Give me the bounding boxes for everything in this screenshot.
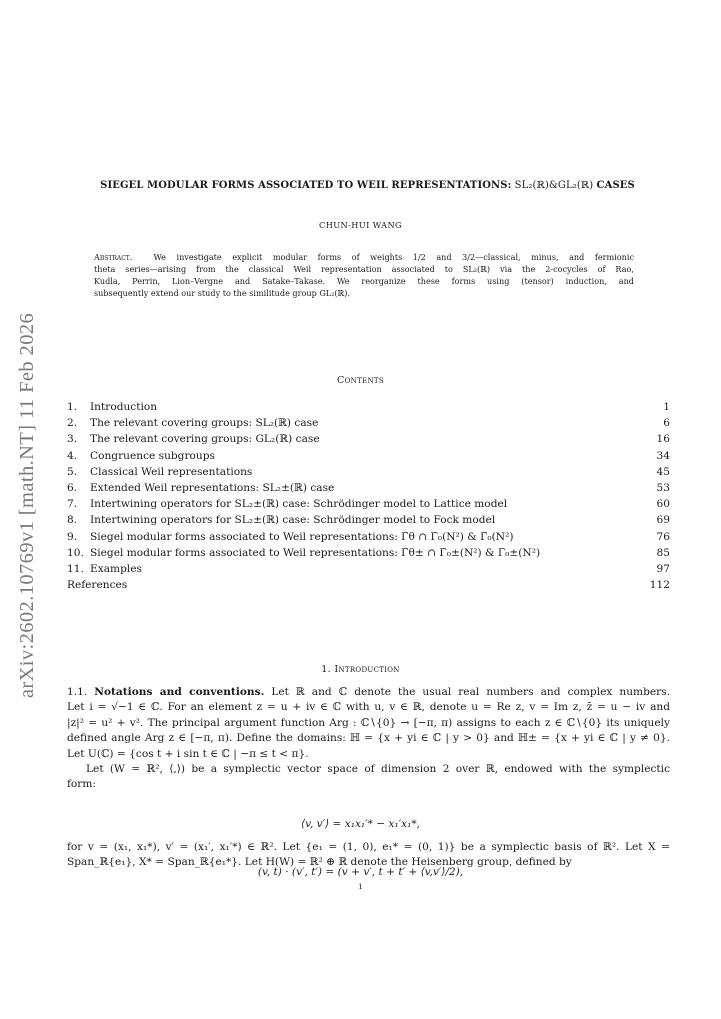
paragraph-line: for v = (x₁, x₁*), v′ = (x₁′, x₁′*) ∈ ℝ². Let {e₁ = (1, 0), e₁* = (0, 1)} be a symplectic basis of ℝ². Let X =: [67, 841, 670, 853]
paragraph-line: Let U(ℂ) = {cos t + i sin t ∈ ℂ | −π ≤ t < π}.: [67, 747, 309, 760]
abstract: [94, 251, 634, 299]
equation-symplectic-form: ⟨v, v′⟩ = x₁x₁′* − x₁′x₁*,: [301, 818, 420, 830]
toc-entry[interactable]: [67, 529, 670, 545]
toc-entry-page: 16: [656, 433, 670, 446]
toc-entry-page: 69: [656, 514, 670, 527]
toc-entry-number: 3.: [67, 433, 78, 446]
toc-entry-number: 4.: [67, 449, 78, 462]
paragraph-line: 1.1. Notations and conventions. Let ℝ and ℂ denote the usual real numbers and complex numbers.: [67, 686, 670, 698]
toc-entry-page: 53: [656, 481, 670, 494]
toc-entry[interactable]: [67, 399, 670, 415]
toc-entry[interactable]: [67, 545, 670, 561]
arxiv-identifier: arXiv:2602.10769v1 [math.NT] 11 Feb 2026: [16, 312, 39, 698]
title-part-plain: SL₂(ℝ)&GL₂(ℝ): [511, 180, 597, 191]
toc-entry-title: Siegel modular forms associated to Weil representations: Γ̄θ± ∩ Γ̄₀±(N²) & Γ̄₀±(N²): [90, 546, 541, 559]
page-number: 1: [358, 882, 363, 891]
toc-entry-title: Siegel modular forms associated to Weil representations: Γ̄θ ∩ Γ̄₀(N²) & Γ̄₀(N²): [90, 530, 514, 543]
toc-entry-page: 76: [656, 530, 670, 543]
toc-entry-number: 10.: [67, 546, 84, 559]
toc-entry[interactable]: [67, 448, 670, 464]
toc-entry[interactable]: [67, 496, 670, 512]
toc-entry-number: 1.: [67, 401, 78, 413]
toc-entry[interactable]: [67, 464, 670, 480]
paragraph-line: Span_ℝ{e₁}, X* = Span_ℝ{e₁*}. Let H(W) = ℝ² ⊕ ℝ denote the Heisenberg group, defined by: [67, 856, 572, 869]
toc-entry[interactable]: [67, 577, 670, 593]
toc-entry-title: Examples: [90, 562, 142, 575]
paragraph-line: form:: [67, 778, 96, 791]
toc-entry-title: Extended Weil representations: SL₂±(ℝ) case: [90, 481, 335, 494]
toc-entry-page: 112: [649, 579, 670, 592]
equation-heisenberg-product: (v, t) · (v′, t′) = (v + v′, t + t′ + ⟨v,v′⟩/2),: [257, 866, 464, 878]
abstract-line: Kudla, Perrin, Lion–Vergne and Satake–Takase. We reorganize these forms using (tensor) induction, and: [94, 276, 634, 287]
toc-entry-page: 1: [663, 401, 670, 413]
contents-heading: Contents: [337, 375, 384, 386]
abstract-line: Abstract. We investigate explicit modular forms of weights 1/2 and 3/2—classical, minus, and fermionic: [94, 252, 634, 262]
toc-entry-title: References: [67, 579, 128, 592]
toc-entry-title: Classical Weil representations: [90, 465, 253, 478]
toc-entry-number: 2.: [67, 417, 78, 430]
toc-entry-title: The relevant covering groups: GL₂(ℝ) case: [90, 433, 320, 446]
title-part-b: CASES: [596, 180, 635, 191]
toc-entry-page: 97: [656, 562, 670, 575]
toc-entry[interactable]: [67, 561, 670, 577]
toc-entry[interactable]: [67, 480, 670, 496]
toc-entry-title: The relevant covering groups: SL₂(ℝ) case: [90, 417, 319, 430]
toc-entry[interactable]: [67, 431, 670, 447]
toc-entry[interactable]: [67, 512, 670, 528]
toc-entry-number: 9.: [67, 530, 78, 543]
toc-entry-page: 60: [656, 498, 670, 511]
toc-entry-title: Congruence subgroups: [90, 449, 215, 462]
paragraph-symplectic: [67, 762, 670, 793]
toc-entry-number: 7.: [67, 498, 78, 511]
toc-entry-number: 11.: [67, 562, 84, 575]
toc-entry-title: Introduction: [90, 401, 158, 413]
toc-entry-number: 6.: [67, 481, 78, 494]
toc-entry-page: 6: [663, 417, 670, 430]
abstract-line: subsequently extend our study to the similitude group GL₂(ℝ).: [94, 288, 351, 299]
section-heading: [0, 664, 721, 675]
section-title: Introduction: [334, 664, 400, 675]
section-number: 1.: [321, 664, 332, 675]
paragraph-line: Let (W = ℝ², ⟨,⟩) be a symplectic vector space of dimension 2 over ℝ, endowed with the symplectic: [86, 763, 671, 775]
subsection-number: 1.1.: [67, 686, 88, 698]
paragraph-notations: [67, 685, 670, 762]
toc-entry-title: Intertwining operators for SL₂±(ℝ) case: Schrödinger model to Lattice model: [90, 498, 508, 511]
toc-entry-number: 5.: [67, 465, 78, 478]
toc-entry-page: 45: [656, 465, 670, 478]
toc-entry[interactable]: [67, 415, 670, 431]
toc-entry-page: 85: [656, 546, 670, 559]
title-part-a: SIEGEL MODULAR FORMS ASSOCIATED TO WEIL REPRESENTATIONS:: [100, 180, 512, 191]
toc-entry-title: Intertwining operators for SL₂±(ℝ) case: Schrödinger model to Fock model: [90, 514, 496, 527]
author: CHUN-HUI WANG: [319, 220, 402, 230]
abstract-label: Abstract.: [94, 252, 133, 262]
paragraph-line: |z|² = u² + v². The principal argument function Arg : ℂ∖{0} → [−π, π) assigns to each z ∈ ℂ∖{0} its uniquely: [67, 716, 670, 729]
subsection-title: Notations and conventions.: [94, 686, 265, 698]
paragraph-line: defined angle Arg z ∈ [−π, π). Define the domains: ℍ = {x + yi ∈ ℂ | y > 0} and ℍ± = {x + yi ∈ ℂ | y ≠ 0}.: [67, 732, 670, 745]
abstract-line: theta series—arising from the classical Weil representation associated to SL₂(ℝ) via the 2-cocycles of Rao,: [94, 264, 634, 275]
paper-title: [40, 180, 695, 191]
table-of-contents: [67, 399, 670, 593]
toc-entry-page: 34: [656, 449, 670, 462]
paragraph-line: Let i = √−1 ∈ ℂ. For an element z = u + iv ∈ ℂ with u, v ∈ ℝ, denote u = Re z, v = Im z, z̄ = u − iv and: [67, 701, 670, 714]
toc-entry-number: 8.: [67, 514, 78, 527]
